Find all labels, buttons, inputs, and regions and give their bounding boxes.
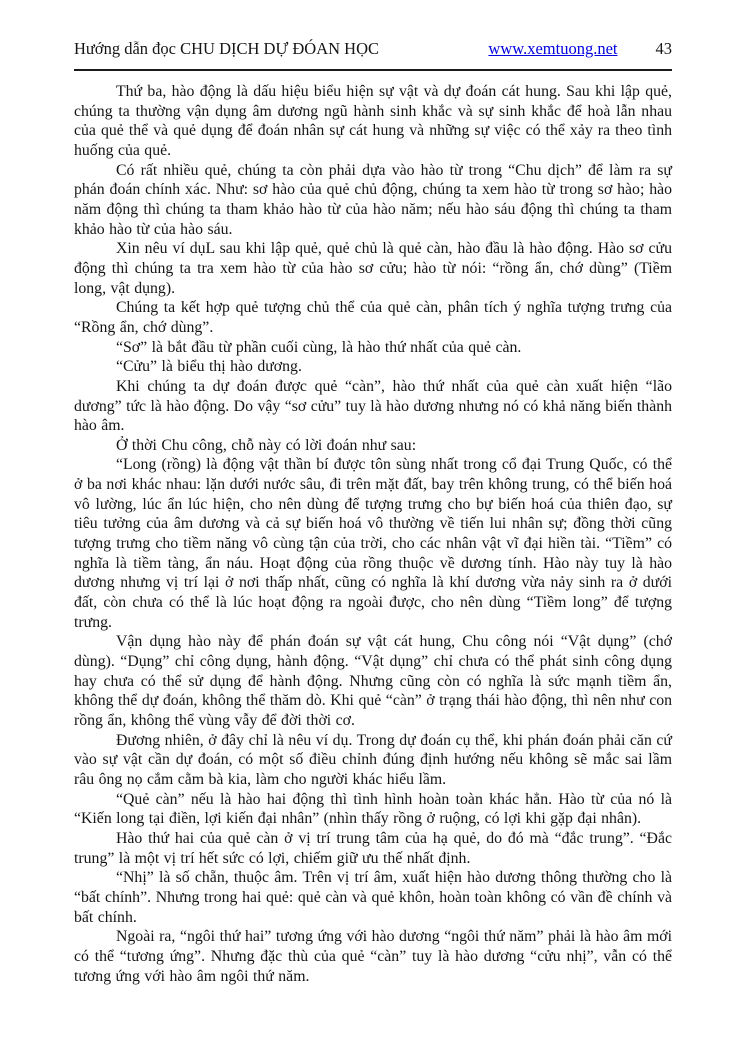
paragraph: Ngoài ra, “ngôi thứ hai” tương ứng với hào dương “ngôi thứ năm” phải là hào âm mới có thể “tương ứng”. Nhưng đặc thù của quẻ “càn” tuy là hào dương “cửu nhị”, vẫn có thể tương ứng với hào âm ngôi thứ năm.	[74, 928, 672, 985]
paragraph: Khi chúng ta dự đoán được quẻ “càn”, hào thứ nhất của quẻ càn xuất hiện “lão dương” tức là hào động. Do vậy “sơ cửu” tuy là hào dương nhưng nó có khả năng biến thành hào âm.	[74, 377, 672, 435]
paragraph: Ở thời Chu công, chỗ này có lời đoán như sau:	[116, 436, 417, 454]
page-number: 43	[655, 39, 672, 58]
paragraph: Xin nêu ví dụL sau khi lập quẻ, quẻ chủ là quẻ càn, hào đầu là hào động. Hào sơ cửu động thì chúng ta tra xem hào từ của hào sơ cửu; hào từ nói: “rồng ẩn, chớ dùng” (Tiềm long, vật dụng).	[74, 240, 672, 297]
paragraph: “Nhị” là số chẵn, thuộc âm. Trên vị trí âm, xuất hiện hào dương thông thường cho là “bất chính”. Nhưng trong hai quẻ: quẻ càn và quẻ khôn, hoàn toàn không có vần đề chính và bất chính.	[74, 869, 672, 926]
page-header	[74, 38, 672, 60]
paragraph: “Cửu” là biểu thị hào dương.	[116, 358, 302, 376]
paragraph: Hào thứ hai của quẻ càn ở vị trí trung tâm của hạ quẻ, do đó mà “đắc trung”. “Đắc trung” là một vị trí hết sức có lợi, chiếm giữ ưu thế nhất định.	[74, 829, 672, 867]
page-title: Hướng dẫn đọc CHU DỊCH DỰ ĐÓAN HỌC	[74, 39, 379, 58]
paragraph: Có rất nhiều quẻ, chúng ta còn phải dựa vào hào từ trong “Chu dịch” để làm ra sự phán đoán chính xác. Như: sơ hào của quẻ chủ động, chúng ta xem hào từ trong sơ hào; hào năm động thì chúng ta tham khảo hào từ của hào năm; nếu hào sáu động thì chúng ta tham khảo hào từ của hào sáu.	[74, 161, 672, 238]
website-link[interactable]: www.xemtuong.net	[488, 39, 618, 58]
paragraph: Vận dụng hào này để phán đoán sự vật cát hung, Chu công nói “Vật dụng” (chớ dùng). “Dụng” chỉ công dụng, hành động. “Vật dụng” chỉ chưa có thể phát sinh công dụng hay chưa có thể sử dụng để hành động. Nhưng cũng còn có nghĩa là sức mạnh tiềm ẩn, không thể dự đoán, không thể thăm dò. Khi quẻ “càn” ở trạng thái hào động, thì nên như con rồng ẩn, không thể vùng vẫy để đời thời cơ.	[74, 633, 672, 729]
paragraph: Thứ ba, hào động là dấu hiệu biểu hiện sự vật và dự đoán cát hung. Sau khi lập quẻ, chúng ta thường vận dụng âm dương ngũ hành sinh khắc và sự sinh khắc để hoà lẫn nhau của quẻ thể và quẻ dụng để đoán nhân sự cát hung và những sự việc có thể xảy ra theo tình huống của quẻ.	[74, 83, 672, 159]
paragraph: “Sơ” là bắt đầu từ phần cuối cùng, là hào thứ nhất của quẻ càn.	[116, 338, 522, 356]
paragraph: Đương nhiên, ở đây chỉ là nêu ví dụ. Trong dự đoán cụ thể, khi phán đoán phải căn cứ vào sự vật cần dự đoán, có một số điều chỉnh đúng định hướng nếu không sẽ mắc sai lầm râu ông nọ cắm cằm bà kia, làm cho người khác hiểu lầm.	[74, 731, 672, 788]
header-divider	[74, 69, 672, 71]
header-right-group	[488, 38, 672, 60]
paragraph: Chúng ta kết hợp quẻ tượng chủ thể của quẻ càn, phân tích ý nghĩa tượng trưng của “Rồng ẩn, chớ dùng”.	[74, 299, 672, 336]
paragraph: “Long (rồng) là động vật thần bí được tôn sùng nhất trong cổ đại Trung Quốc, có thể ở ba nơi khác nhau: lặn dưới nước sâu, đi trên mặt đất, bay trên không trung, có thể biến hoá vô lường, lúc ẩn lúc hiện, cho nên dùng để tượng trưng cho bự biến hoá của thiên đạo, sự tiêu tưởng của âm dương và cả sự biến hoá vô thường về tiến lui nhân sự; đồng thời cũng tượng trưng cho tiềm năng vô cùng tận của trời, cho các nhân vật vĩ đại hiền tài. “Tiềm” có nghĩa là tiềm tàng, ẩn náu. Hoạt động của rồng thuộc về dương tính. Hào này tuy là hào dương nhưng vị trí lại ở nơi thấp nhất, cũng có nghĩa là khí dương vừa nảy sinh ra ở dưới đất, còn chưa có thể là lúc hoạt động ra ngoài được, cho nên dùng “Tiềm long” để tượng trưng.	[74, 456, 672, 631]
paragraph: “Quẻ càn” nếu là hào hai động thì tình hình hoàn toàn khác hẳn. Hào từ của nó là “Kiến long tại điền, lợi kiến đại nhân” (nhìn thấy rồng ở ruộng, có lợi khi gặp đại nhân).	[74, 790, 672, 828]
document-body	[74, 82, 672, 986]
